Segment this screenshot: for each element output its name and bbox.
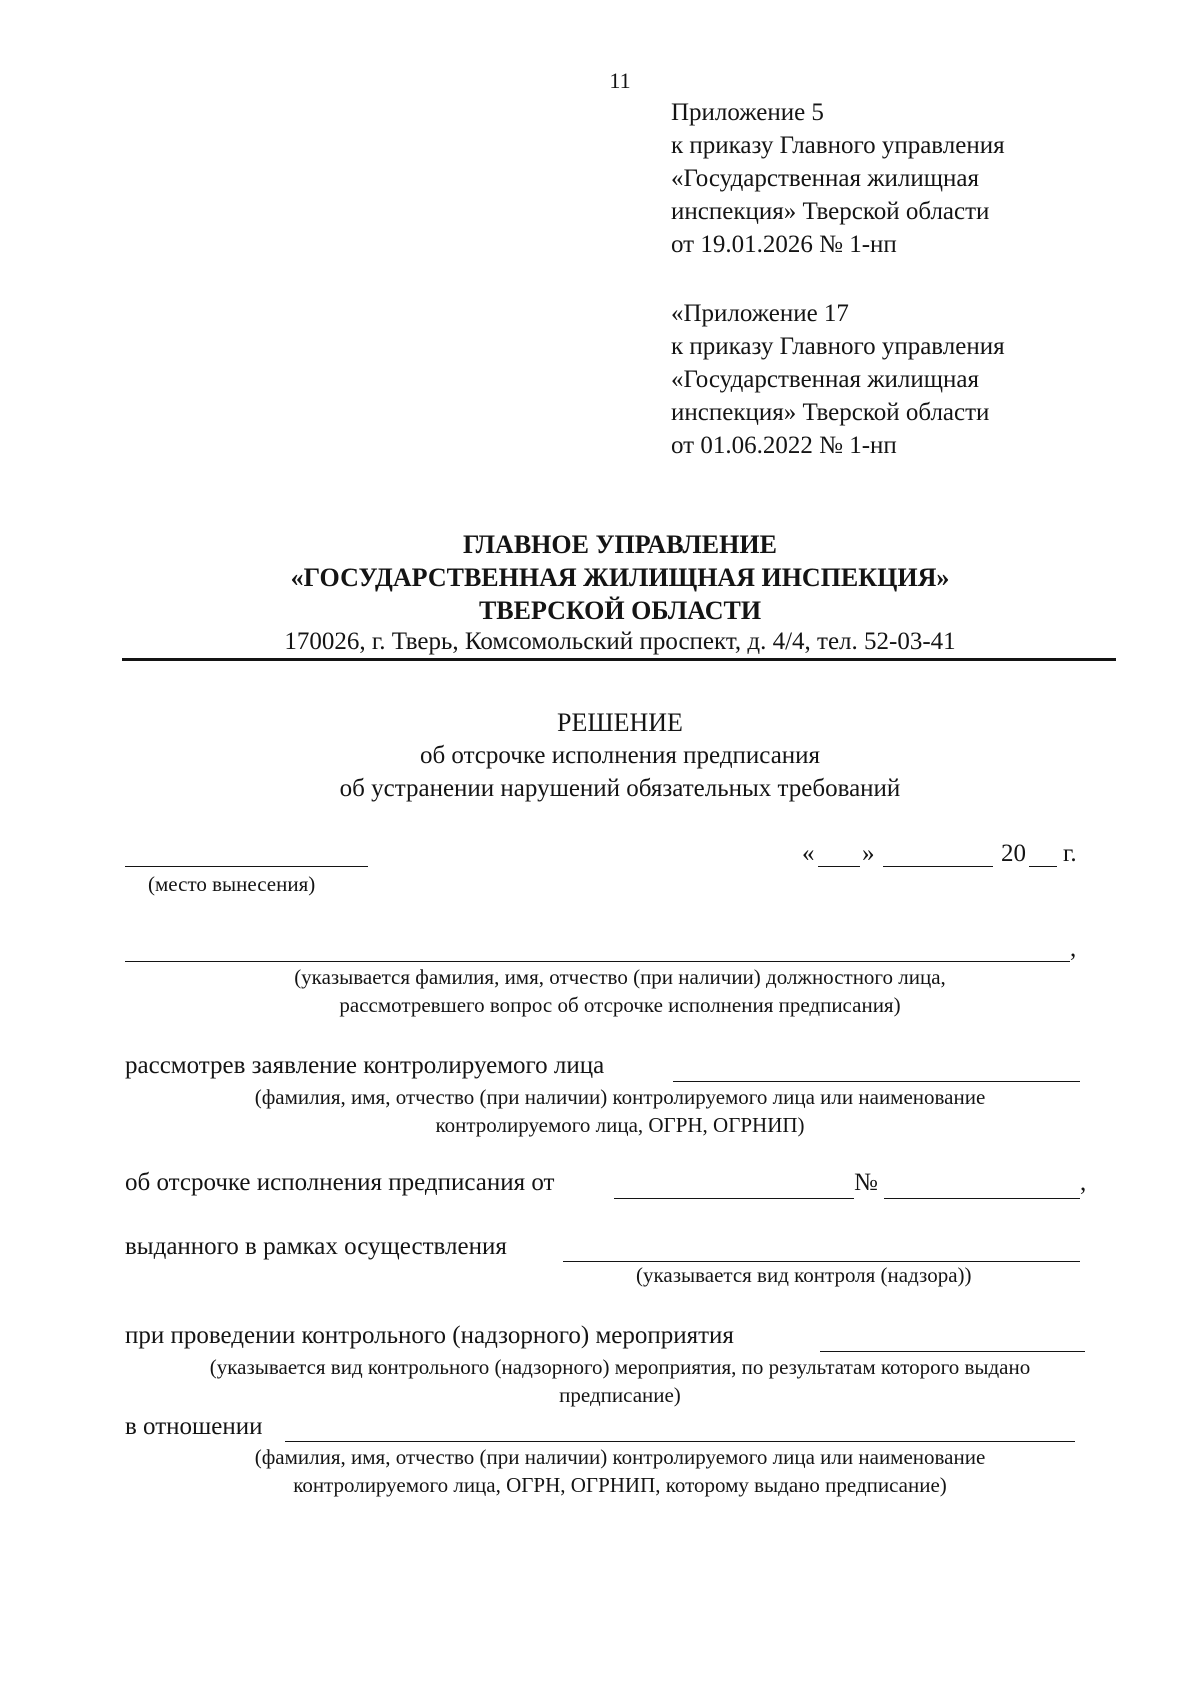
appendix-5-line: к приказу Главного управления bbox=[671, 132, 1005, 159]
application-caption: (фамилия, имя, отчество (при наличии) контролируемого лица или наименование bbox=[254, 1085, 986, 1109]
appendix-17-line: инспекция» Тверской области bbox=[671, 399, 990, 426]
appendix-5-block bbox=[671, 96, 1005, 261]
date-year-suffix: г. bbox=[1063, 840, 1077, 867]
official-name-line[interactable] bbox=[125, 961, 1070, 962]
date-day-line[interactable] bbox=[818, 866, 860, 867]
place-caption: (место вынесения) bbox=[148, 872, 316, 896]
regarding-caption: контролируемого лица, ОГРН, ОГРНИП, которому выдано предписание) bbox=[293, 1473, 947, 1497]
header-divider bbox=[122, 658, 1116, 661]
appendix-17-line: «Государственная жилищная bbox=[671, 366, 979, 393]
event-field-line[interactable] bbox=[820, 1351, 1085, 1352]
application-field-line[interactable] bbox=[673, 1081, 1080, 1082]
agency-title-line: ТВЕРСКОЙ ОБЛАСТИ bbox=[478, 596, 762, 625]
agency-title-line: «ГОСУДАРСТВЕННАЯ ЖИЛИЩНАЯ ИНСПЕКЦИЯ» bbox=[290, 563, 950, 592]
date-open-quote: « bbox=[802, 840, 815, 867]
appendix-5-line: инспекция» Тверской области bbox=[671, 198, 990, 225]
application-caption: контролируемого лица, ОГРН, ОГРНИП) bbox=[435, 1113, 805, 1137]
event-label: при проведении контрольного (надзорного) мероприятия bbox=[125, 1322, 734, 1349]
regarding-caption: (фамилия, имя, отчество (при наличии) контролируемого лица или наименование bbox=[254, 1445, 986, 1469]
appendix-5-line: Приложение 5 bbox=[671, 99, 824, 126]
order-label: об отсрочке исполнения предписания от bbox=[125, 1169, 555, 1196]
date-year-line[interactable] bbox=[1029, 866, 1057, 867]
issued-label: выданного в рамках осуществления bbox=[125, 1233, 507, 1260]
issued-field-line[interactable] bbox=[563, 1261, 1080, 1262]
order-comma: , bbox=[1080, 1169, 1087, 1196]
document-subtitle: об устранении нарушений обязательных требований bbox=[339, 775, 901, 802]
appendix-17-block bbox=[671, 297, 1005, 462]
date-year-prefix: 20 bbox=[1001, 840, 1026, 867]
application-label: рассмотрев заявление контролируемого лица bbox=[125, 1052, 605, 1079]
regarding-label: в отношении bbox=[125, 1413, 263, 1440]
event-caption: (указывается вид контрольного (надзорного) мероприятия, по результатам которого выдано bbox=[209, 1355, 1031, 1379]
appendix-17-line: к приказу Главного управления bbox=[671, 333, 1005, 360]
date-close-quote: » bbox=[862, 840, 875, 867]
place-field-line[interactable] bbox=[125, 866, 368, 867]
date-month-line[interactable] bbox=[883, 866, 993, 867]
official-caption: рассмотревшего вопрос об отсрочке исполнения предписания) bbox=[339, 993, 901, 1017]
order-date-line[interactable] bbox=[614, 1198, 854, 1199]
document-title: РЕШЕНИЕ bbox=[557, 708, 683, 737]
official-comma: , bbox=[1070, 935, 1077, 962]
order-number-line[interactable] bbox=[884, 1198, 1080, 1199]
appendix-5-line: от 19.01.2026 № 1-нп bbox=[671, 231, 897, 258]
appendix-5-line: «Государственная жилищная bbox=[671, 165, 979, 192]
event-caption: предписание) bbox=[559, 1383, 681, 1407]
agency-title-line: ГЛАВНОЕ УПРАВЛЕНИЕ bbox=[463, 530, 777, 559]
issued-caption: (указывается вид контроля (надзора)) bbox=[636, 1263, 972, 1287]
agency-address: 170026, г. Тверь, Комсомольский проспект, д. 4/4, тел. 52-03-41 bbox=[284, 628, 956, 655]
document-subtitle: об отсрочке исполнения предписания bbox=[419, 742, 821, 769]
page-number: 11 bbox=[609, 68, 631, 93]
official-caption: (указывается фамилия, имя, отчество (при наличии) должностного лица, bbox=[294, 965, 946, 989]
regarding-field-line[interactable] bbox=[285, 1441, 1075, 1442]
appendix-17-line: «Приложение 17 bbox=[671, 300, 849, 327]
appendix-17-line: от 01.06.2022 № 1-нп bbox=[671, 432, 897, 459]
order-number-sign: № bbox=[854, 1169, 878, 1196]
